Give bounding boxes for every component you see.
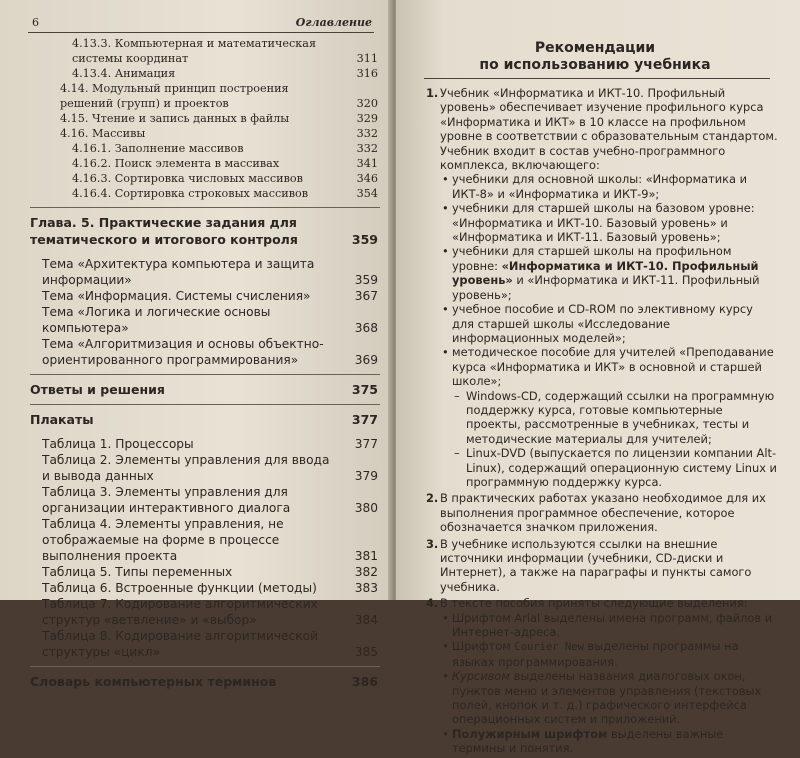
page-number: 6: [32, 16, 39, 29]
list-item: • Шрифтом Arial выделены имена программ, файлов и Интернет-адреса.: [442, 610, 773, 640]
toc-entry: Таблица 4. Элементы управления, не отображаемые на форме в процессе выполнения проекта 381: [42, 517, 378, 563]
list-item: – Windows-CD, содержащий ссылки на программную поддержку курса, готовые компьютерные проекты, рассмотренные в учебниках, тесты и методические материалы для учителей;: [454, 388, 775, 446]
numbered-paragraph: 4. В тексте пособия приняты следующие выделения: • Шрифтом Arial выделены имена программ, файлов и Интернет-адреса. • Шрифтом Courier New выделены программы на языках программирования. • Курсивом выделены названия диалоговых окон, пунктов меню и элементов управления (текстовых полей, кнопок и т. д.) графического интерфейса операционных систем и приложений. • Полужирным шрифтом выделены важные термины и понятия.: [426, 596, 778, 755]
divider: [30, 374, 380, 375]
toc-chapter: Глава. 5. Практические задания для тематического и итогового контроля 359: [30, 215, 378, 247]
toc-entry: Таблица 7. Кодирование алгоритмических структур «ветвление» и «выбор» 384: [42, 597, 378, 627]
list-item: • учебники для старшей школы на профильном уровне: «Информатика и ИКТ-10. Профильный уровень» и «Информатика и ИКТ-11. Профильный уровень»;: [442, 244, 760, 302]
divider: [30, 404, 380, 405]
toc-entry: Тема «Алгоритмизация и основы объектно-ориентированного программирования» 369: [42, 337, 378, 367]
toc-entry: 4.16.4. Сортировка строковых массивов 354: [72, 187, 378, 200]
toc-chapter: Ответы и решения 375: [30, 382, 378, 397]
divider: [30, 207, 380, 208]
toc-entry: 4.15. Чтение и запись данных в файлы 329: [60, 112, 378, 125]
numbered-paragraph: 2. В практических работах указано необходимое для их выполнения программное обеспечение, которое обозначается значком приложения.: [426, 491, 766, 535]
toc-entry: 4.16.3. Сортировка числовых массивов 346: [72, 172, 378, 185]
toc-entry: 4.16.2. Поиск элемента в массивах 341: [72, 157, 378, 170]
list-item: • учебники для основной школы: «Информатика и ИКТ-8» и «Информатика и ИКТ-9»;: [442, 172, 748, 201]
toc-chapter: Словарь компьютерных терминов 386: [30, 674, 378, 689]
left-page: [0, 0, 392, 689]
table-of-contents: [30, 36, 380, 690]
numbered-paragraph: 1. Учебник «Информатика и ИКТ-10. Профильный уровень» обеспечивает изучение профильного курса «Информатика и ИКТ» в 10 классе на профильном уровне в соответствии с образовательным стандартом. Учебник входит в состав учебно-программного комплекса, включающего: • учебники для основной школы: «Информатика и ИКТ-8» и «Информатика и ИКТ-9»; • учебники для старшей школы на базовом уровне: «Информатика и ИКТ-10. Базовый уровень» и «Информатика и ИКТ-11. Базовый уровень»; • учебники для старшей школы на профильном уровне: «Информатика и ИКТ-10. Профильный уровень» и «Информатика и ИКТ-11. Профильный уровень»; • учебное пособие и CD-ROM по элективному курсу для старшей школы «Исследование информационных моделей»; • методическое пособие для учителей «Преподавание курса «Информатика и ИКТ» в основной и старшей школе»; – Windows-CD, содержащий ссылки на программную поддержку курса, готовые компьютерные проекты, рассмотренные в учебниках, тесты и методические материалы для учителей; – Linux-DVD (выпускается по лицензии компании Alt-Linux), содержащий операционную систему Linux и программную поддержку курса.: [426, 86, 778, 489]
list-item: • учебное пособие и CD-ROM по элективному курсу для старшей школы «Исследование информационных моделей»;: [442, 302, 753, 345]
list-item: • Шрифтом Courier New выделены программы на языках программирования.: [442, 639, 739, 669]
section-title: Рекомендации по использованию учебника: [479, 40, 711, 73]
recommendations-body: [426, 86, 778, 758]
toc-entry: Тема «Логика и логические основы компьютера» 368: [42, 305, 378, 335]
toc-chapter: Плакаты 377: [30, 412, 378, 427]
toc-entry: Тема «Архитектура компьютера и защита информации» 359: [42, 257, 378, 287]
list-item: • Курсивом выделены названия диалоговых окон, пунктов меню и элементов управления (текстовых полей, кнопок и т. д.) графического интерфейса операционных систем и приложений.: [442, 669, 762, 727]
toc-entry: 4.14. Модульный принцип построения решений (групп) и проектов 320: [60, 82, 378, 110]
toc-entry: 4.13.3. Компьютерная и математическая системы координат 311: [72, 37, 378, 65]
toc-entry: 4.16.1. Заполнение массивов 332: [72, 142, 378, 155]
toc-entry: Таблица 6. Встроенные функции (методы) 383: [42, 581, 378, 595]
numbered-paragraph: 3. В учебнике используются ссылки на внешние источники информации (учебники, CD-диски и Интернет), а также на параграфы и пункты самого учебника.: [426, 536, 752, 594]
running-title: Оглавление: [295, 16, 372, 29]
toc-entry: 4.13.4. Анимация 316: [72, 67, 378, 80]
running-head: [28, 14, 374, 33]
title-rule: [424, 78, 770, 79]
toc-entry: Тема «Информация. Системы счисления» 367: [42, 289, 378, 303]
toc-entry: Таблица 2. Элементы управления для ввода и вывода данных 379: [42, 453, 378, 483]
list-item: • Полужирным шрифтом выделены важные термины и понятия.: [442, 726, 724, 756]
list-item: – Linux-DVD (выпускается по лицензии компании Alt-Linux), содержащий операционную систему Linux и программную поддержку курса.: [454, 446, 777, 489]
toc-entry: Таблица 5. Типы переменных 382: [42, 565, 378, 579]
list-item: • учебники для старшей школы на базовом уровне: «Информатика и ИКТ-10. Базовый уровень» и «Информатика и ИКТ-11. Базовый уровень»;: [442, 201, 755, 245]
toc-entry: Таблица 8. Кодирование алгоритмической структуры «цикл» 385: [42, 629, 378, 659]
toc-entry: Таблица 3. Элементы управления для организации интерактивного диалога 380: [42, 485, 378, 515]
toc-entry: 4.16. Массивы 332: [60, 127, 378, 140]
list-item: • методическое пособие для учителей «Преподавание курса «Информатика и ИКТ» в основной и старшей школе»;: [442, 345, 774, 389]
divider: [30, 666, 380, 667]
toc-entry: Таблица 1. Процессоры 377: [42, 437, 378, 451]
